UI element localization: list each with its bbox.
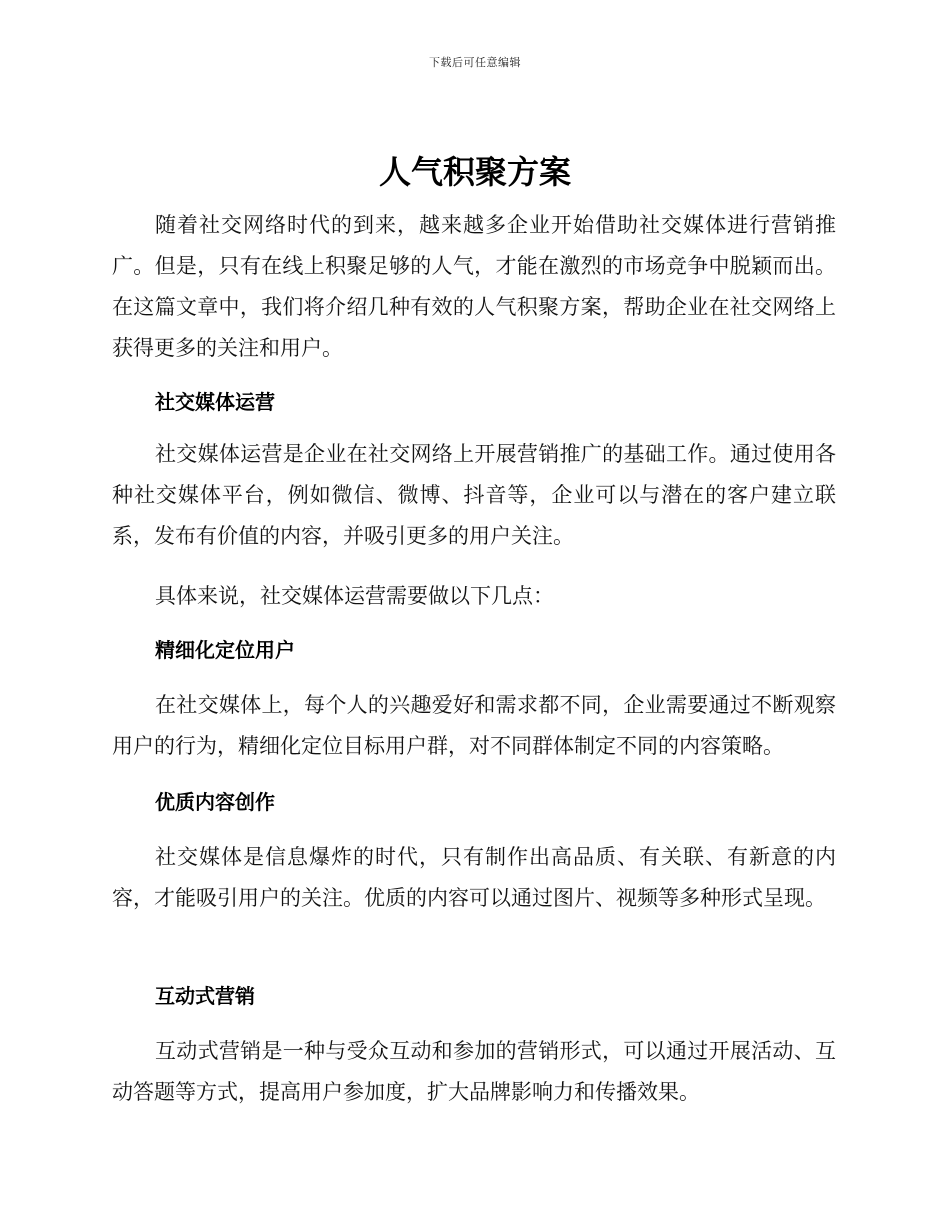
section-paragraph: 在社交媒体上，每个人的兴趣爱好和需求都不同，企业需要通过不断观察用户的行为，精细化定位目标用户群，对不同群体制定不同的内容策略。 <box>112 693 836 758</box>
section-heading-social-media-ops: 社交媒体运营 <box>155 390 275 414</box>
section-paragraph: 具体来说，社交媒体运营需要做以下几点： <box>155 584 554 608</box>
intro-paragraph: 随着社交网络时代的到来，越来越多企业开始借助社交媒体进行营销推广。但是，只有在线上积聚足够的人气，才能在激烈的市场竞争中脱颖而出。在这篇文章中，我们将介绍几种有效的人气积聚方案，帮助企业在社交网络上获得更多的关注和用户。 <box>112 213 836 360</box>
section-paragraph: 社交媒体运营是企业在社交网络上开展营销推广的基础工作。通过使用各种社交媒体平台，例如微信、微博、抖音等，企业可以与潜在的客户建立联系，发布有价值的内容，并吸引更多的用户关注。 <box>112 442 836 548</box>
section-heading-quality-content: 优质内容创作 <box>155 790 275 814</box>
section-heading-user-targeting: 精细化定位用户 <box>155 638 295 662</box>
page-header-note: 下载后可任意编辑 <box>429 56 521 69</box>
section-paragraph: 社交媒体是信息爆炸的时代，只有制作出高品质、有关联、有新意的内容，才能吸引用户的关注。优质的内容可以通过图片、视频等多种形式呈现。 <box>112 845 836 910</box>
section-heading-interactive-marketing: 互动式营销 <box>155 984 255 1008</box>
section-paragraph: 互动式营销是一种与受众互动和参加的营销形式，可以通过开展活动、互动答题等方式，提高用户参加度，扩大品牌影响力和传播效果。 <box>112 1039 836 1104</box>
document-title: 人气积聚方案 <box>378 153 571 191</box>
